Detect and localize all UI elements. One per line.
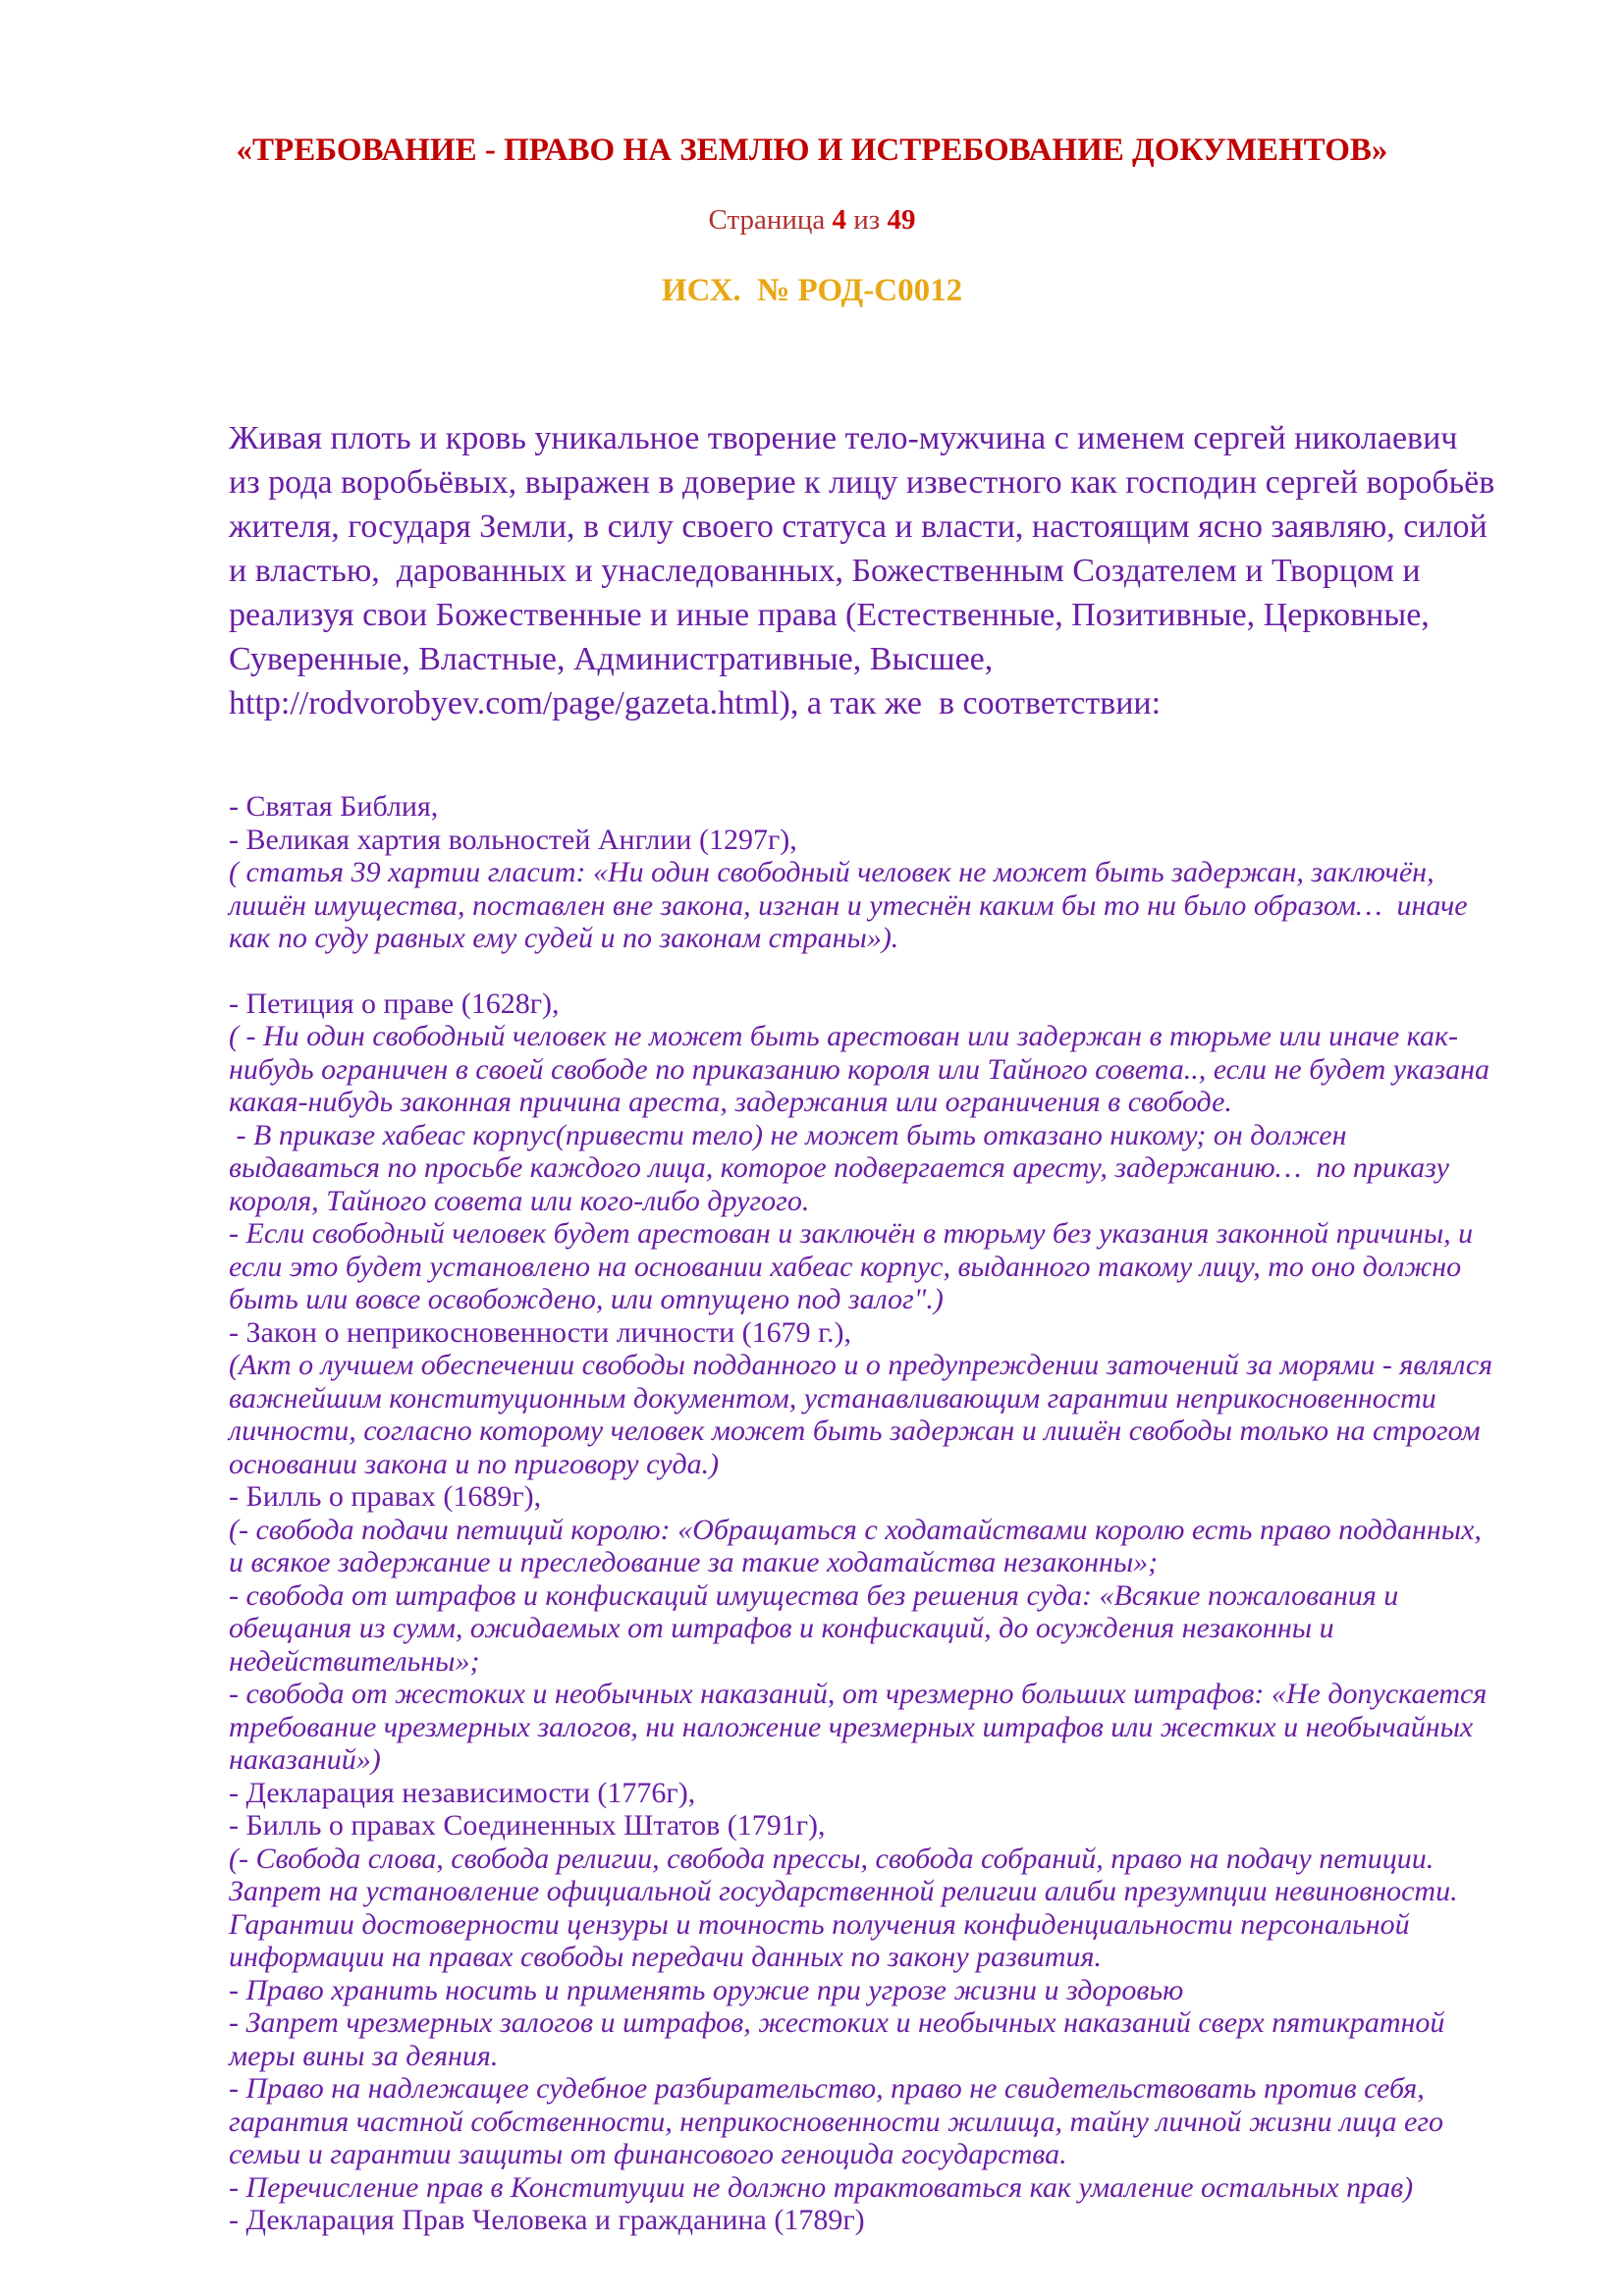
body-paragraph: (- свобода подачи петиций королю: «Обращаться с ходатайствами королю есть право подданных, и всякое задержание и преследование за такие ходатайства незаконны»; <box>229 1513 1489 1578</box>
body-paragraph: - Перечисление прав в Конституции не должно трактоваться как умаление остальных прав) <box>229 2170 1414 2204</box>
reference-number: ИСХ. № РОД-С0012 <box>661 273 963 308</box>
page-number-total: 49 <box>887 204 916 236</box>
body-paragraph: - Билль о правах (1689г), <box>229 1480 542 1513</box>
document-title: «ТРЕБОВАНИЕ - ПРАВО НА ЗЕМЛЮ И ИСТРЕБОВАНИЕ ДОКУМЕНТОВ» <box>236 133 1388 168</box>
page-indicator-label: Страница <box>708 204 826 236</box>
document-header <box>0 0 1624 343</box>
body-paragraph: - Право на надлежащее судебное разбирательство, право не свидетельствовать против себя, гарантия частной собственности, неприкосновенности жилища, тайну личной жизни лица его семьи и гарантии защиты от финансового геноцида государства. <box>229 2072 1451 2170</box>
body-paragraph: - Великая хартия вольностей Англии (1297г), <box>229 823 797 856</box>
body-paragraph: ( - Ни один свободный человек не может быть арестован или задержан в тюрьме или иначе как-нибудь ограничен в своей свободе по приказанию короля или Тайного совета.., если не будет указана какая-нибудь законная причина ареста, задержания или ограничения в свободе. <box>229 1020 1497 1118</box>
document-body <box>229 381 1503 2272</box>
body-paragraph: - Декларация независимости (1776г), <box>229 1776 696 1809</box>
body-paragraph: - Запрет чрезмерных залогов и штрафов, жестоких и необычных наказаний сверх пятикратной меры вины за деяния. <box>229 2006 1452 2072</box>
body-paragraph: - В приказе хабеас корпус(привести тело) не может быть отказано никому; он должен выдаваться по просьбе каждого лица, которое подвергается аресту, задержанию… по приказу короля, Тайного совета или кого-либо другого. <box>229 1118 1457 1217</box>
body-paragraph: - Если свободный человек будет арестован и заключён в тюрьму без указания законной причины, и если это будет установлено на основании хабеас корпус, выданного такому лицу, то оно должно быть или вовсе освобождено, или отпущено под залог".) <box>229 1217 1481 1315</box>
page-indicator-separator: из <box>853 204 881 236</box>
body-paragraph: - Право хранить носить и применять оружие при угрозе жизни и здоровью <box>229 1973 1184 2006</box>
blank-line <box>229 955 1496 988</box>
body-paragraph: (- Свобода слова, свобода религии, свобода прессы, свобода собраний, право на подачу петиции. Запрет на установление официальной государственной религии алиби презумпции невиновности. Гарантии достоверности цензуры и точность получения конфиденциальности персональной информации на правах свободы передачи данных по закону развития. <box>229 1842 1466 1973</box>
body-paragraph: - Билль о правах Соединенных Штатов (1791г), <box>229 1809 826 1842</box>
body-paragraph: ( статья 39 хартии гласит: «Ни один свободный человек не может быть задержан, заключён, лишён имущества, поставлен вне закона, изгнан и утеснён каким бы то ни было образом… иначе как по суду равных ему судей и по законам страны»). <box>229 856 1476 954</box>
body-paragraph: - свобода от штрафов и конфискаций имущества без решения суда: «Всякие пожалования и обещания из сумм, ожидаемых от штрафов и конфискаций, до осуждения незаконны и недействительны»; <box>229 1578 1406 1678</box>
legal-references-list <box>229 790 1500 2237</box>
body-paragraph: - Святая Библия, <box>229 790 439 823</box>
body-paragraph: - Закон о неприкосновенности личности (1679 г.), <box>229 1315 852 1349</box>
body-paragraph: (Акт о лучшем обеспечении свободы подданного и о предупреждении заточений за морями - являлся важнейшим конституционным документом, устанавливающим гарантии неприкосновенности личности, согласно которому человек может быть задержан и лишён свободы только на строгом основании закона и по приговору суда.) <box>229 1349 1500 1480</box>
intro-paragraph: Живая плоть и кровь уникальное творение тело-мужчина с именем сергей николаевич из рода воробьёвых, выражен в доверие к лицу известного как господин сергей воробьёв жителя, государя Земли, в силу своего статуса и власти, настоящим ясно заявляю, силой и властью, дарованных и унаследованных, Божественным Создателем и Творцом и реализуя свои Божественные и иные права (Естественные, Позитивные, Церковные, Суверенные, Властные, Административные, Высшее, http://rodvorobyev.com/page/gazeta.html), а так же в соответствии: <box>229 420 1503 721</box>
body-paragraph: - Петиция о праве (1628г), <box>229 987 560 1020</box>
body-paragraph: - Декларация Прав Человека и гражданина (1789г) <box>229 2204 865 2236</box>
page-indicator <box>0 204 1624 236</box>
page-number-current: 4 <box>832 204 847 236</box>
body-paragraph: - свобода от жестоких и необычных наказаний, от чрезмерно больших штрафов: «Не допускается требование чрезмерных залогов, ни наложение чрезмерных штрафов или жестких и необычайных наказаний») <box>229 1678 1494 1776</box>
